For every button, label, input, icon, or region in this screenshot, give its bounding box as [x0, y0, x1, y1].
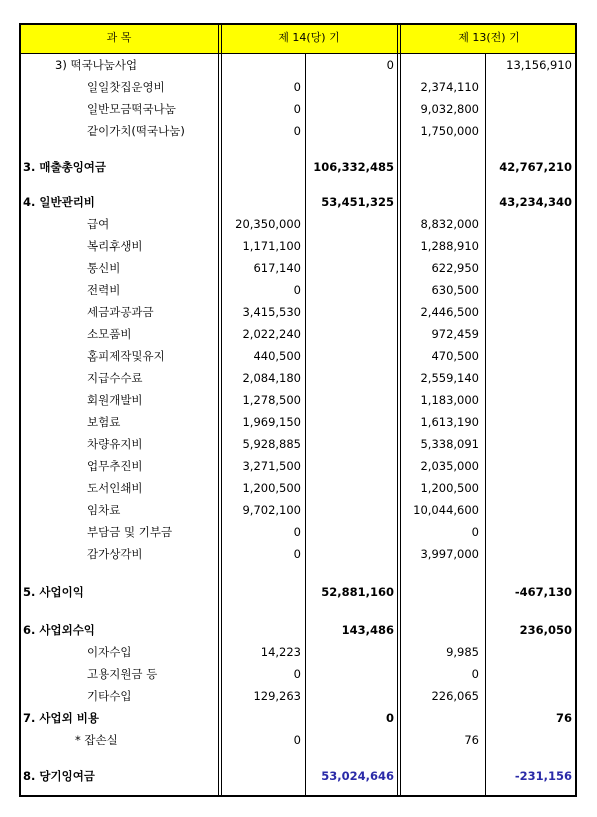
prior-detail-value: 2,374,110 [420, 80, 479, 94]
current-total-value: 53,451,325 [321, 195, 394, 209]
table-row [19, 191, 577, 213]
prior-detail-value [401, 156, 479, 178]
account-name: 7. 사업외 비용 [23, 711, 99, 725]
current-detail-value: 9,702,100 [242, 503, 301, 517]
divider-periods-2 [400, 23, 401, 797]
table-row [19, 54, 577, 76]
table-row [19, 499, 577, 521]
current-total-value [306, 257, 394, 279]
prior-total-value [487, 499, 572, 521]
current-detail-value: 0 [293, 283, 301, 297]
current-detail-value: 0 [293, 547, 301, 561]
prior-total-value [487, 213, 572, 235]
prior-total-value [487, 411, 572, 433]
prior-total-value: -231,156 [514, 769, 572, 783]
current-detail-value [221, 765, 301, 787]
divider-account-2 [221, 23, 222, 797]
header-prior-period: 제 13(전) 기 [458, 31, 520, 44]
account-name: 세금과공과금 [87, 305, 154, 319]
account-name: 지급수수료 [87, 371, 143, 385]
prior-detail-value: 3,997,000 [420, 547, 479, 561]
prior-detail-value: 470,500 [431, 349, 479, 363]
current-detail-value [221, 54, 301, 76]
current-total-value [306, 98, 394, 120]
prior-detail-value: 76 [464, 733, 479, 747]
current-total-value [306, 411, 394, 433]
account-name: 통신비 [87, 261, 121, 275]
account-name: 도서인쇄비 [87, 481, 143, 495]
table-row [19, 581, 577, 603]
prior-total-value [487, 433, 572, 455]
prior-detail-value [401, 54, 479, 76]
current-total-value [306, 433, 394, 455]
frame-right [575, 23, 577, 797]
current-detail-value: 2,084,180 [242, 371, 301, 385]
table-row [19, 411, 577, 433]
prior-total-value [487, 729, 572, 751]
divider-current-subcolumn [305, 54, 306, 795]
prior-detail-value: 972,459 [431, 327, 479, 341]
frame-left [19, 23, 21, 797]
prior-detail-value: 1,750,000 [420, 124, 479, 138]
prior-detail-value: 2,559,140 [420, 371, 479, 385]
current-total-value: 0 [385, 711, 394, 725]
prior-detail-value: 226,065 [431, 689, 479, 703]
prior-detail-value: 1,613,190 [420, 415, 479, 429]
current-total-value [306, 76, 394, 98]
account-name: 이자수입 [87, 645, 132, 659]
prior-total-value: -467,130 [514, 585, 572, 599]
account-name: 급여 [87, 217, 110, 231]
prior-total-value [487, 641, 572, 663]
current-total-value [306, 120, 394, 142]
frame-top [19, 23, 577, 25]
prior-detail-value: 0 [471, 525, 479, 539]
current-detail-value: 1,171,100 [242, 239, 301, 253]
account-name: 감가상각비 [87, 547, 143, 561]
table-row [19, 345, 577, 367]
current-total-value [306, 389, 394, 411]
account-name: 전력비 [87, 283, 121, 297]
current-total-value [306, 543, 394, 565]
prior-detail-value: 9,032,800 [420, 102, 479, 116]
prior-detail-value [401, 581, 479, 603]
current-total-value [306, 235, 394, 257]
account-name: 복리후생비 [87, 239, 143, 253]
account-name: 회원개발비 [87, 393, 143, 407]
table-row [19, 76, 577, 98]
current-detail-value: 3,271,500 [242, 459, 301, 473]
prior-total-value [487, 367, 572, 389]
current-detail-value: 617,140 [253, 261, 301, 275]
current-detail-value [221, 581, 301, 603]
current-total-value [306, 663, 394, 685]
table-row [19, 707, 577, 729]
account-name: 기타수입 [87, 689, 132, 703]
current-detail-value: 14,223 [260, 645, 301, 659]
current-detail-value: 1,969,150 [242, 415, 301, 429]
prior-detail-value: 5,338,091 [420, 437, 479, 451]
current-total-value [306, 521, 394, 543]
account-name: 임차료 [87, 503, 121, 517]
account-name: 3) 떡국나눔사업 [55, 58, 138, 72]
prior-detail-value: 9,985 [446, 645, 479, 659]
prior-detail-value: 2,035,000 [420, 459, 479, 473]
table-row [19, 543, 577, 565]
table-row [19, 729, 577, 751]
prior-detail-value [401, 191, 479, 213]
table-row [19, 235, 577, 257]
current-total-value [306, 213, 394, 235]
current-total-value: 53,024,646 [321, 769, 394, 783]
current-detail-value [221, 619, 301, 641]
current-detail-value: 0 [293, 733, 301, 747]
prior-detail-value: 622,950 [431, 261, 479, 275]
current-detail-value: 0 [293, 124, 301, 138]
prior-detail-value: 2,446,500 [420, 305, 479, 319]
current-detail-value: 1,278,500 [242, 393, 301, 407]
account-name: 고용지원금 등 [87, 667, 158, 681]
current-detail-value [221, 707, 301, 729]
current-total-value [306, 345, 394, 367]
prior-total-value [487, 477, 572, 499]
prior-total-value [487, 301, 572, 323]
account-name: 업무추진비 [87, 459, 143, 473]
prior-detail-value: 1,200,500 [420, 481, 479, 495]
current-detail-value: 2,022,240 [242, 327, 301, 341]
table-row [19, 257, 577, 279]
current-total-value [306, 477, 394, 499]
account-name: 부담금 및 기부금 [87, 525, 173, 539]
table-row [19, 477, 577, 499]
table-row [19, 521, 577, 543]
current-detail-value: 0 [293, 102, 301, 116]
prior-total-value [487, 98, 572, 120]
table-row [19, 279, 577, 301]
account-name: 8. 당기잉여금 [23, 769, 95, 783]
prior-total-value [487, 279, 572, 301]
account-name: 4. 일반관리비 [23, 195, 95, 209]
prior-detail-value: 1,183,000 [420, 393, 479, 407]
current-total-value: 106,332,485 [313, 160, 394, 174]
current-total-value [306, 301, 394, 323]
current-detail-value: 3,415,530 [242, 305, 301, 319]
table-row [19, 323, 577, 345]
current-detail-value [221, 191, 301, 213]
current-total-value [306, 455, 394, 477]
prior-total-value [487, 521, 572, 543]
prior-total-value [487, 455, 572, 477]
account-name: 차량유지비 [87, 437, 143, 451]
current-detail-value: 0 [293, 80, 301, 94]
table-row [19, 213, 577, 235]
table-row [19, 98, 577, 120]
account-name: * 잡손실 [75, 733, 118, 747]
frame-bottom [19, 795, 577, 797]
prior-total-value: 236,050 [519, 623, 572, 637]
current-detail-value: 1,200,500 [242, 481, 301, 495]
prior-total-value [487, 685, 572, 707]
table-row [19, 120, 577, 142]
table-row [19, 301, 577, 323]
current-detail-value: 0 [293, 525, 301, 539]
account-name: 홈피제작및유지 [87, 349, 165, 363]
account-name: 같이가치(떡국나눔) [87, 124, 185, 138]
income-statement-sheet [19, 23, 577, 797]
current-total-value: 52,881,160 [321, 585, 394, 599]
prior-detail-value: 630,500 [431, 283, 479, 297]
current-detail-value: 20,350,000 [235, 217, 301, 231]
prior-detail-value: 0 [471, 667, 479, 681]
table-row [19, 389, 577, 411]
current-total-value [306, 641, 394, 663]
account-name: 일일찻집운영비 [87, 80, 165, 94]
prior-total-value [487, 76, 572, 98]
current-total-value [306, 323, 394, 345]
prior-total-value: 13,156,910 [506, 58, 572, 72]
table-row [19, 455, 577, 477]
prior-total-value: 42,767,210 [499, 160, 572, 174]
table-row [19, 619, 577, 641]
header-current-period: 제 14(당) 기 [278, 31, 340, 44]
prior-total-value [487, 543, 572, 565]
prior-total-value: 76 [555, 711, 572, 725]
prior-detail-value: 10,044,600 [413, 503, 479, 517]
current-detail-value: 129,263 [253, 689, 301, 703]
current-detail-value: 440,500 [253, 349, 301, 363]
table-row [19, 433, 577, 455]
current-total-value: 0 [386, 58, 394, 72]
account-name: 보험료 [87, 415, 121, 429]
prior-total-value [487, 345, 572, 367]
current-detail-value [221, 156, 301, 178]
current-detail-value: 0 [293, 667, 301, 681]
current-total-value [306, 367, 394, 389]
prior-detail-value [401, 707, 479, 729]
table-row [19, 685, 577, 707]
current-total-value [306, 279, 394, 301]
current-total-value [306, 729, 394, 751]
prior-total-value [487, 663, 572, 685]
account-name: 일반모금떡국나눔 [87, 102, 176, 116]
table-row [19, 663, 577, 685]
header-account-label: 과 목 [106, 31, 132, 44]
current-total-value [306, 499, 394, 521]
divider-prior-subcolumn [485, 54, 486, 795]
divider-account [218, 23, 219, 797]
prior-detail-value: 1,288,910 [420, 239, 479, 253]
current-total-value: 143,486 [341, 623, 394, 637]
current-total-value [306, 685, 394, 707]
prior-total-value [487, 235, 572, 257]
prior-detail-value [401, 619, 479, 641]
prior-detail-value [401, 765, 479, 787]
table-row [19, 641, 577, 663]
table-row [19, 765, 577, 787]
account-name: 6. 사업외수익 [23, 623, 95, 637]
prior-total-value [487, 120, 572, 142]
table-row [19, 367, 577, 389]
account-name: 소모품비 [87, 327, 132, 341]
account-name: 5. 사업이익 [23, 585, 84, 599]
account-name: 3. 매출총잉여금 [23, 160, 107, 174]
current-detail-value: 5,928,885 [242, 437, 301, 451]
table-row [19, 156, 577, 178]
prior-total-value: 43,234,340 [499, 195, 572, 209]
prior-total-value [487, 323, 572, 345]
divider-periods [397, 23, 398, 797]
prior-total-value [487, 257, 572, 279]
prior-detail-value: 8,832,000 [420, 217, 479, 231]
frame-header-bottom [19, 53, 577, 54]
prior-total-value [487, 389, 572, 411]
